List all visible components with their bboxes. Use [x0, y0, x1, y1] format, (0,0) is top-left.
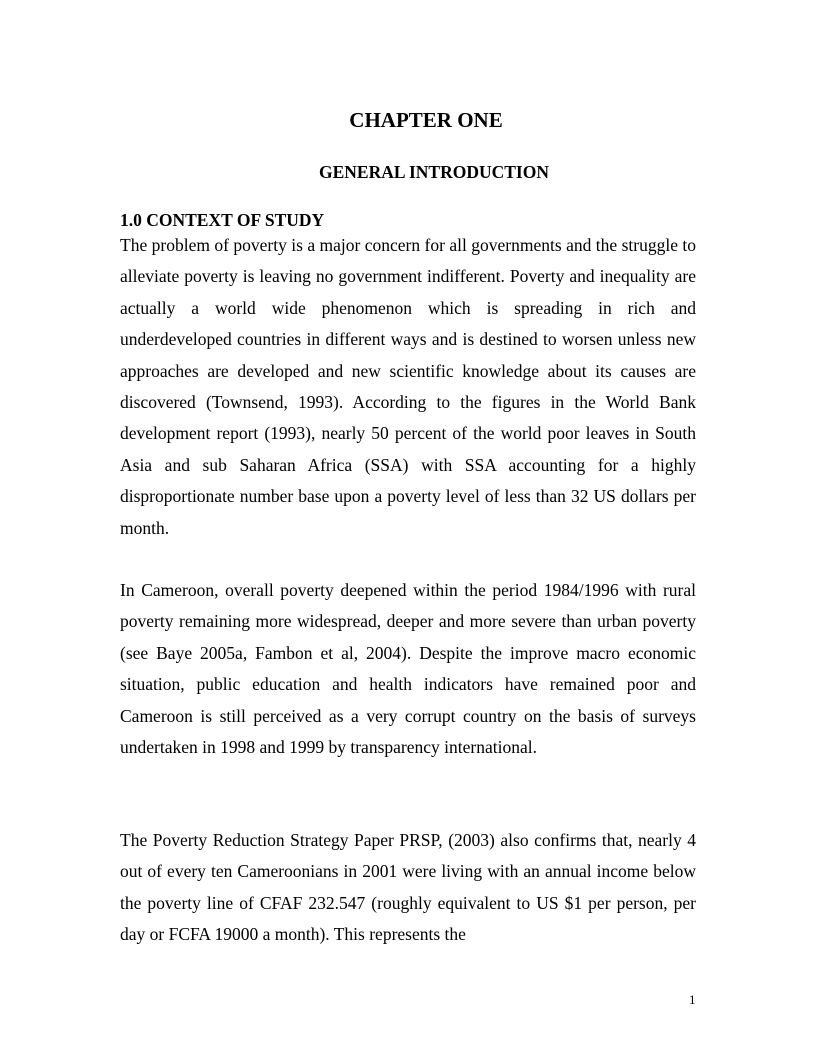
body-paragraph-1: The problem of poverty is a major concern for all governments and the struggle to alleviate poverty is leaving no government indifferent. Poverty and inequality are actually a world wide phenomenon which is spreading in rich and underdeveloped countries in different ways and is destined to worsen unless new approaches are developed and new scientific knowledge about its causes are discovered (Townsend, 1993). According to the figures in the World Bank development report (1993), nearly 50 percent of the world poor leaves in South Asia and sub Saharan Africa (SSA) with SSA accounting for a highly disproportionate number base upon a poverty level of less than 32 US dollars per month. — [120, 235, 696, 538]
chapter-title: CHAPTER ONE — [349, 108, 503, 132]
page-number: 1 — [689, 992, 696, 1007]
chapter-subtitle: GENERAL INTRODUCTION — [319, 162, 549, 182]
body-paragraph-3: The Poverty Reduction Strategy Paper PRSP, (2003) also confirms that, nearly 4 out of every ten Cameroonians in 2001 were living with an annual income below the poverty line of CFAF 232.547 (roughly equivalent to US $1 per person, per day or FCFA 19000 a month). This represents the — [120, 830, 696, 945]
body-paragraph-2: In Cameroon, overall poverty deepened within the period 1984/1996 with rural poverty remaining more widespread, deeper and more severe than urban poverty (see Baye 2005a, Fambon et al, 2004). Despite the improve macro economic situation, public education and health indicators have remained poor and Cameroon is still perceived as a very corrupt country on the basis of surveys undertaken in 1998 and 1999 by transparency international. — [120, 580, 696, 758]
section-heading: 1.0 CONTEXT OF STUDY — [120, 210, 325, 230]
